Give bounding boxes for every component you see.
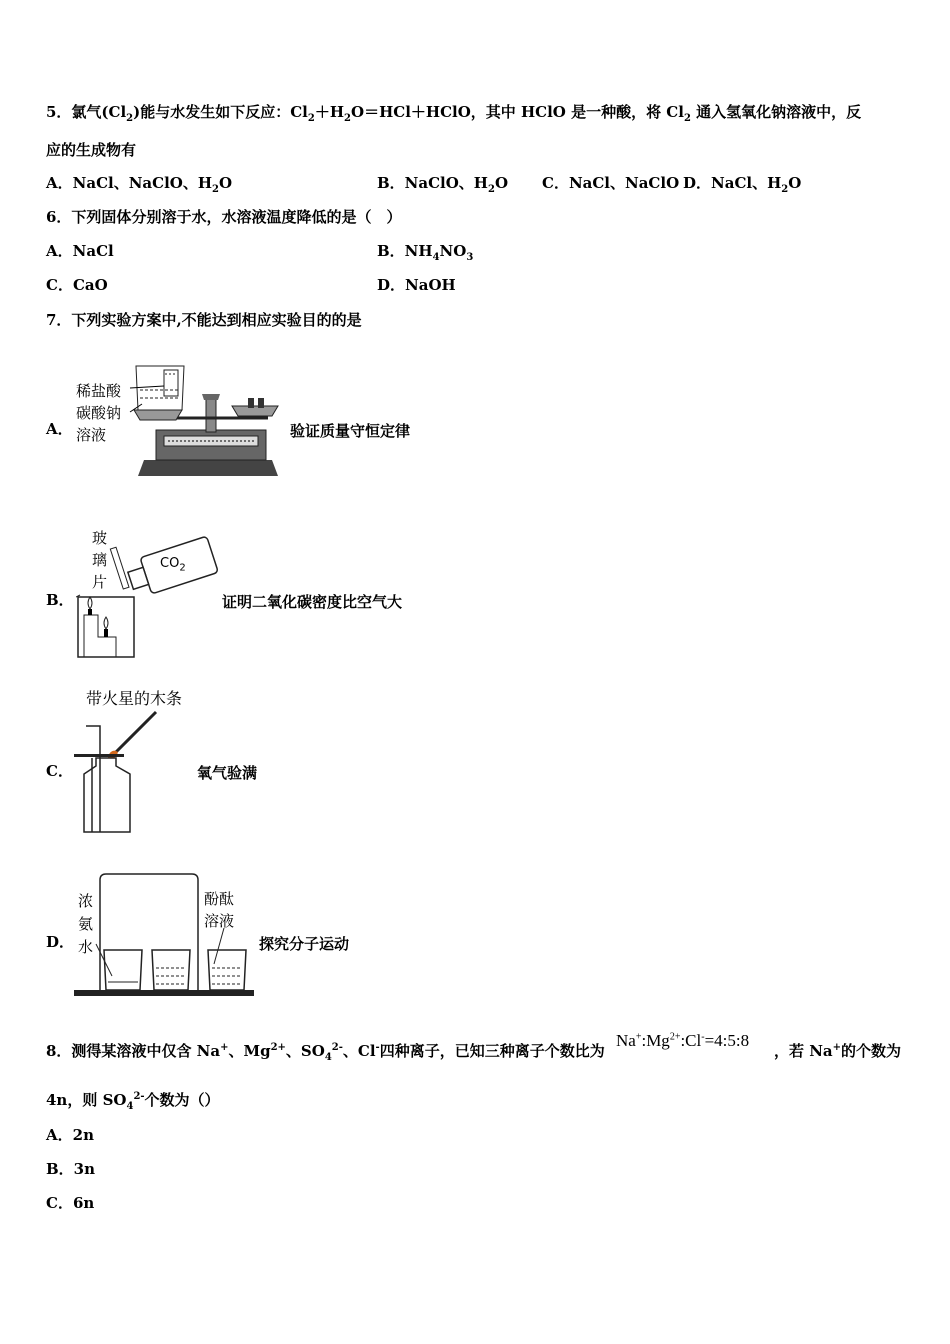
q6-option-b[interactable]: B．$NH_4NO_3$ [377, 242, 474, 263]
q8-option-c[interactable]: C．6n [46, 1194, 95, 1212]
q5-option-a[interactable]: A．NaCl、NaClO、$H_2O$ [46, 174, 233, 195]
q8-stem-line2: 4n，则 $SO_4^{2-}$个数为（） [46, 1091, 220, 1112]
q7-option-c-caption: 氧气验满 [197, 764, 258, 782]
gas-bottle-diagram [74, 708, 174, 838]
q5-option-d[interactable]: D．NaCl、$H_2O$ [683, 174, 802, 195]
label-sodium-carbonate: 碳酸钠 [76, 404, 122, 422]
label-solution: 溶液 [76, 426, 107, 444]
label-phenolphthalein: 酚酞 [204, 890, 235, 908]
label-dilute-hcl: 稀盐酸 [76, 382, 122, 400]
q7-option-c-letter[interactable]: C． [46, 762, 73, 780]
q6-option-c[interactable]: C．CaO [46, 276, 108, 294]
q7-option-a-letter[interactable]: A． [46, 420, 73, 438]
q8-stem-line1: 8．测得某溶液中仅含 Na+、$Mg^{2+}$、$SO_4^{2-}$、Cl-四种离子，已知三种离子个数比为 [46, 1042, 605, 1063]
q5-option-c[interactable]: C．NaCl、NaClO [542, 174, 680, 192]
q8-ratio: $Na^+:Mg^{2+}:Cl^-=4:5:8$ [616, 1031, 750, 1050]
label-glowing-splint: 带火星的木条 [86, 689, 183, 708]
label-glass-3: 片 [92, 573, 108, 591]
q8-option-b[interactable]: B．3n [46, 1160, 96, 1178]
q5-stem-line1: 5．氯气$(Cl_2)$能与水发生如下反应：$Cl_2+H_2O=HCl+HClO$，其中 HClO 是一种酸，将 $Cl_2$ 通入氢氧化钠溶液中，反 [46, 103, 862, 124]
q7-option-d-caption: 探究分子运动 [259, 935, 350, 953]
q5-option-b[interactable]: B．NaClO、$H_2O$ [377, 174, 509, 195]
label-glass-2: 璃 [92, 551, 108, 569]
label-conc-2: 氨 [78, 915, 94, 933]
q7-option-a-caption: 验证质量守恒定律 [290, 422, 411, 440]
q7-option-b-caption: 证明二氧化碳密度比空气大 [222, 593, 403, 611]
q6-option-a[interactable]: A．NaCl [46, 242, 114, 260]
label-co2: $CO_2$ [160, 556, 186, 574]
q6-stem: 6．下列固体分别溶于水，水溶液温度降低的是（ ） [46, 208, 402, 226]
label-glass-1: 玻 [92, 529, 108, 547]
q6-option-d[interactable]: D．NaOH [377, 276, 456, 294]
q5-stem-line2: 应的生成物有 [46, 141, 137, 159]
q8-option-a[interactable]: A．2n [46, 1126, 94, 1144]
q8-stem-line1-end: ，若 Na+的个数为 [774, 1042, 902, 1060]
label-conc-3: 水 [78, 938, 94, 956]
q7-option-d-letter[interactable]: D． [46, 933, 75, 951]
q7-option-b-letter[interactable]: B． [46, 591, 74, 609]
q7-stem: 7．下列实验方案中,不能达到相应实验目的的是 [46, 311, 362, 329]
label-solution-d: 溶液 [204, 912, 235, 930]
label-conc-1: 浓 [78, 892, 94, 910]
